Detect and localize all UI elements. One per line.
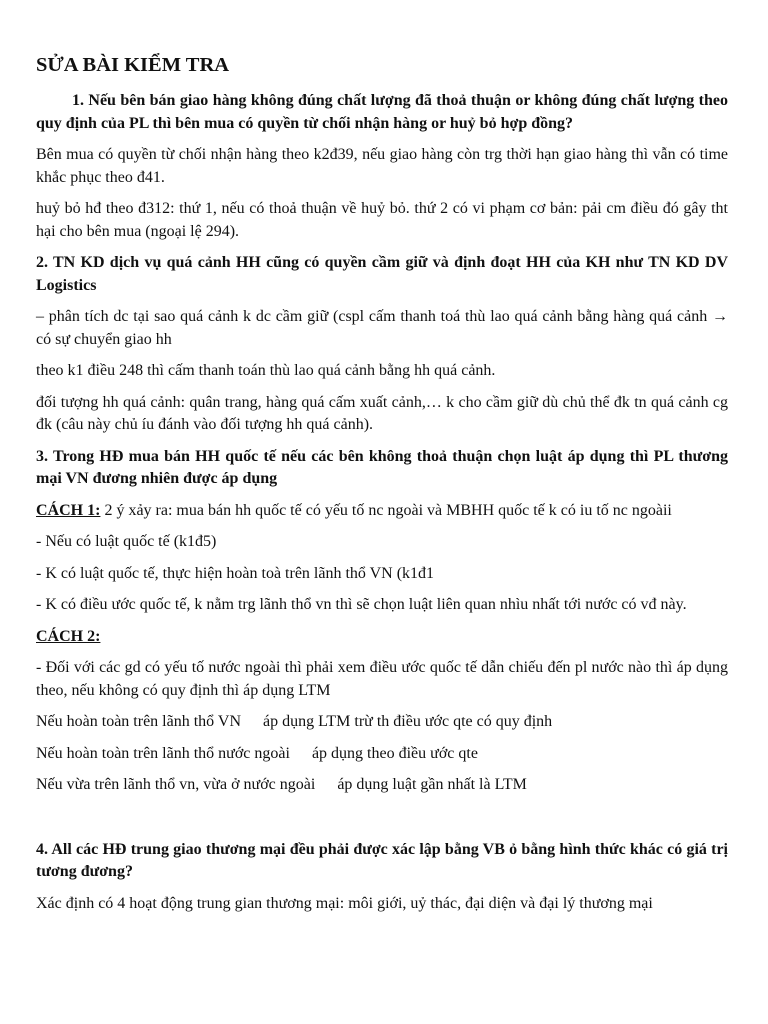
answer-2-paragraph-1	[36, 306, 728, 351]
method-2-rule-mixed: áp dụng luật gần nhất là LTM	[337, 776, 527, 793]
arrow-right-icon: →	[712, 308, 728, 325]
question-2: 2. TN KD dịch vụ quá cảnh HH cũng có quyền cầm giữ và định đoạt HH của KH như TN KD DV Logistics	[36, 254, 728, 294]
blank-space	[36, 806, 728, 839]
method-1-label: CÁCH 1:	[36, 501, 101, 519]
method-1-bullet-1: - Nếu có luật quốc tế (k1đ5)	[36, 533, 217, 550]
answer-1-paragraph-1: Bên mua có quyền từ chối nhận hàng theo k2đ39, nếu giao hàng còn trg thời hạn giao hàng thì vẫn có time khắc phục theo đ41.	[36, 146, 728, 186]
method-1-bullet-2: - K có luật quốc tế, thực hiện hoàn toà trên lãnh thổ VN (k1đ1	[36, 564, 435, 582]
question-3: 3. Trong HĐ mua bán HH quốc tế nếu các bên không thoả thuận chọn luật áp dụng thì PL thương mại VN đương nhiên được áp dụng	[36, 447, 728, 487]
method-2-paragraph-4	[36, 774, 728, 797]
method-2-label: CÁCH 2:	[36, 627, 101, 645]
method-2-label-paragraph	[36, 626, 728, 649]
method-2-case-mixed: Nếu vừa trên lãnh thổ vn, vừa ở nước ngoài	[36, 776, 316, 793]
method-1-text: 2 ý xảy ra: mua bán hh quốc tế có yếu tố nc ngoài và MBHH quốc tế k có iu tố nc ngoàii	[100, 501, 672, 519]
answer-2-text-a: – phân tích dc tại sao quá cảnh k dc cầm giữ (cspl cấm thanh toá thù lao quá cảnh bằng hàng quá cảnh	[36, 308, 708, 325]
method-2-case-vn: Nếu hoàn toàn trên lãnh thổ VN	[36, 713, 241, 730]
question-1: 1. Nếu bên bán giao hàng không đúng chất lượng đã thoả thuận or không đúng chất lượng theo quy định của PL thì bên mua có quyền từ chối nhận hàng or huỷ bỏ hợp đồng?	[36, 92, 728, 132]
method-1-bullet-3: - K có điều ước quốc tế, k nằm trg lãnh thổ vn thì sẽ chọn luật liên quan nhìu nhất tới nước có vđ này.	[36, 596, 687, 613]
method-2-rule-foreign: áp dụng theo điều ước qte	[311, 744, 478, 762]
method-2-paragraph-3	[36, 743, 728, 766]
method-2-case-foreign: Nếu hoàn toàn trên lãnh thổ nước ngoài	[36, 744, 290, 762]
answer-2-text-b: có sự chuyển giao hh	[36, 330, 172, 348]
answer-2-paragraph-3: đối tượng hh quá cảnh: quân trang, hàng quá cấm xuất cảnh,… k cho cầm giữ dù chủ thể đk tn quá cảnh cg đk (câu này chủ íu đánh vào đối tượng hh quá cảnh).	[36, 393, 728, 433]
document-title: SỬA BÀI KIỂM TRA	[36, 54, 230, 76]
question-4: 4. All các HĐ trung giao thương mại đều phải được xác lập bằng VB ỏ bằng hình thức khác có giá trị tương đương?	[36, 840, 728, 880]
answer-1-paragraph-2: huỷ bỏ hđ theo đ312: thứ 1, nếu có thoả thuận về huỷ bỏ. thứ 2 có vi phạm cơ bản: pải cm điều đó gây tht hại cho bên mua (ngoại lệ 294).	[36, 200, 728, 240]
method-2-paragraph-1: - Đối với các gd có yếu tố nước ngoài thì phải xem điều ước quốc tế dẫn chiếu đến pl nước nào thì áp dụng theo, nếu không có quy định thì áp dụng LTM	[36, 659, 728, 699]
method-2-paragraph-2	[36, 711, 728, 734]
answer-4-paragraph-1: Xác định có 4 hoạt động trung gian thương mại: môi giới, uỷ thác, đại diện và đại lý thương mại	[36, 894, 653, 912]
method-1-paragraph	[36, 500, 728, 523]
method-2-rule-vn: áp dụng LTM trừ th điều ước qte có quy định	[263, 713, 553, 730]
answer-2-paragraph-2: theo k1 điều 248 thì cấm thanh toán thù lao quá cảnh bằng hh quá cảnh.	[36, 362, 496, 379]
